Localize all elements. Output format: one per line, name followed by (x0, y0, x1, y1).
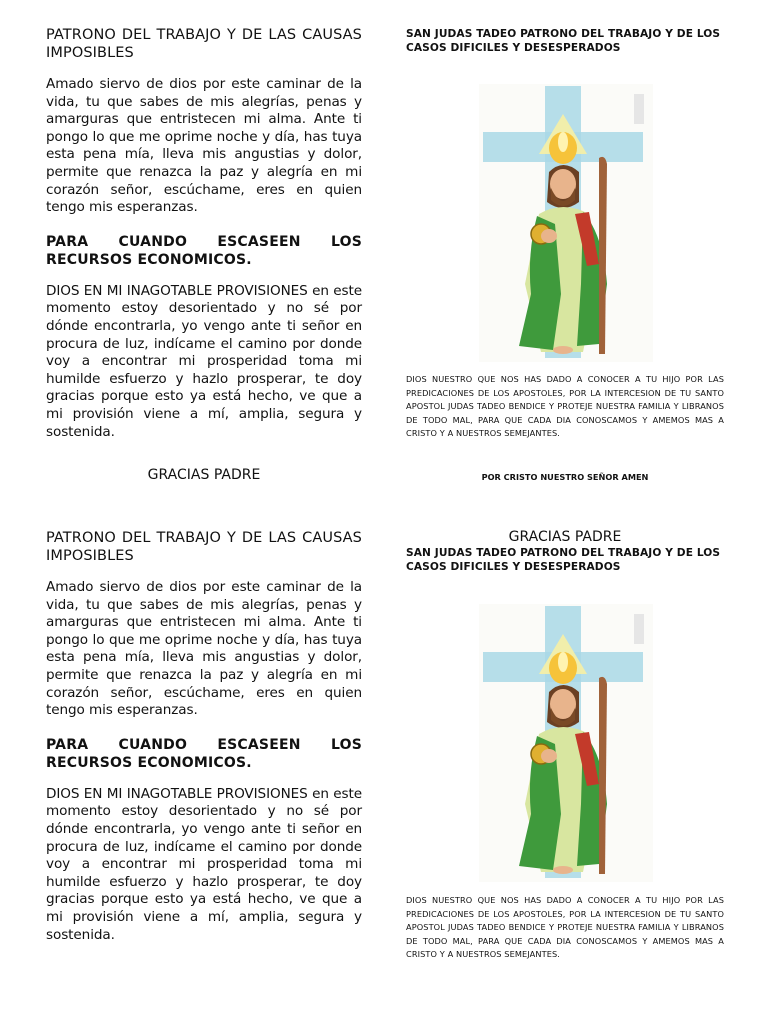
provision-prayer-text: DIOS EN MI INAGOTABLE PROVISIONES en este momento estoy desorientado y no sé por dónde encontrarla, yo vengo ante ti señor en procura de luz, indícame el camino por donde voy a encontrar mi prosperidad toma mi humilde esfuerzo y hazlo prosperar, te doy gracias porque esto ya está hecho, ve que a mi provisión viene a mí, amplia, segura y sostenida. (46, 785, 362, 943)
saint-jude-thaddeus-icon (479, 604, 653, 882)
amen-line: POR CRISTO NUESTRO SEÑOR AMEN (481, 472, 649, 482)
closing-line: GRACIAS PADRE (508, 529, 622, 545)
card-prayer-text: DIOS NUESTRO QUE NOS HAS DADO A CONOCER A TU HIJO POR LAS PREDICACIONES DE LOS APOSTOLES, POR LA INTERCESION DE TU SANTO APOSTOL JUDAS TADEO BENDICE Y PROTEJE NUESTRA FAMILIA Y LIBRANOS DE TODO MAL, PARA QUE CADA DIA CONOSCAMOS Y AMEMOS MAS A CRISTO Y A NUESTROS SEMEJANTES. (406, 374, 724, 439)
bottom-right-card-heading (406, 546, 724, 574)
card-heading: SAN JUDAS TADEO PATRONO DEL TRABAJO Y DE LOS CASOS DIFICILES Y DESESPERADOS (406, 28, 721, 54)
section-heading: PARA CUANDO ESCASEEN LOS RECURSOS ECONOMICOS. (46, 233, 362, 268)
top-right-card-heading (406, 27, 724, 55)
top-right-card-prayer (406, 373, 724, 441)
prayer-text: Amado siervo de dios por este caminar de la vida, tu que sabes de mis alegrías, penas y amarguras que entristecen mi alma. Ante ti pongo lo que me oprime noche y día, has tuya esta pena mía, lleva mis angustias y dolor, permite que renazca la paz y alegría en mi corazón señor, escúchame, eres en quien tengo mis esperanzas. (46, 76, 362, 216)
saint-jude-illustration (479, 84, 653, 362)
card-heading: SAN JUDAS TADEO PATRONO DEL TRABAJO Y DE LOS CASOS DIFICILES Y DESESPERADOS (406, 547, 721, 573)
prayer-title: PATRONO DEL TRABAJO Y DE LAS CAUSAS IMPOSIBLES (46, 530, 362, 564)
bottom-left-prayer-block (46, 529, 362, 944)
saint-jude-thaddeus-icon (479, 84, 653, 362)
top-left-prayer-block (46, 26, 362, 441)
prayer-title: PATRONO DEL TRABAJO Y DE LAS CAUSAS IMPOSIBLES (46, 27, 362, 61)
card-prayer-text: DIOS NUESTRO QUE NOS HAS DADO A CONOCER A TU HIJO POR LAS PREDICACIONES DE LOS APOSTOLES, POR LA INTERCESION DE TU SANTO APOSTOL JUDAS TADEO BENDICE Y PROTEJE NUESTRA FAMILIA Y LIBRANOS DE TODO MAL, PARA QUE CADA DIA CONOSCAMOS Y AMEMOS MAS A CRISTO Y A NUESTROS SEMEJANTES. (406, 895, 724, 960)
bottom-right-card-prayer (406, 894, 724, 962)
section-heading: PARA CUANDO ESCASEEN LOS RECURSOS ECONOMICOS. (46, 736, 362, 771)
provision-prayer-text: DIOS EN MI INAGOTABLE PROVISIONES en este momento estoy desorientado y no sé por dónde encontrarla, yo vengo ante ti señor en procura de luz, indícame el camino por donde voy a encontrar mi prosperidad toma mi humilde esfuerzo y hazlo prosperar, te doy gracias porque esto ya está hecho, ve que a mi provisión viene a mí, amplia, segura y sostenida. (46, 282, 362, 440)
closing-line: GRACIAS PADRE (147, 467, 261, 483)
prayer-text: Amado siervo de dios por este caminar de la vida, tu que sabes de mis alegrías, penas y amarguras que entristecen mi alma. Ante ti pongo lo que me oprime noche y día, has tuya esta pena mía, lleva mis angustias y dolor, permite que renazca la paz y alegría en mi corazón señor, escúchame, eres en quien tengo mis esperanzas. (46, 579, 362, 719)
saint-jude-illustration (479, 604, 653, 882)
